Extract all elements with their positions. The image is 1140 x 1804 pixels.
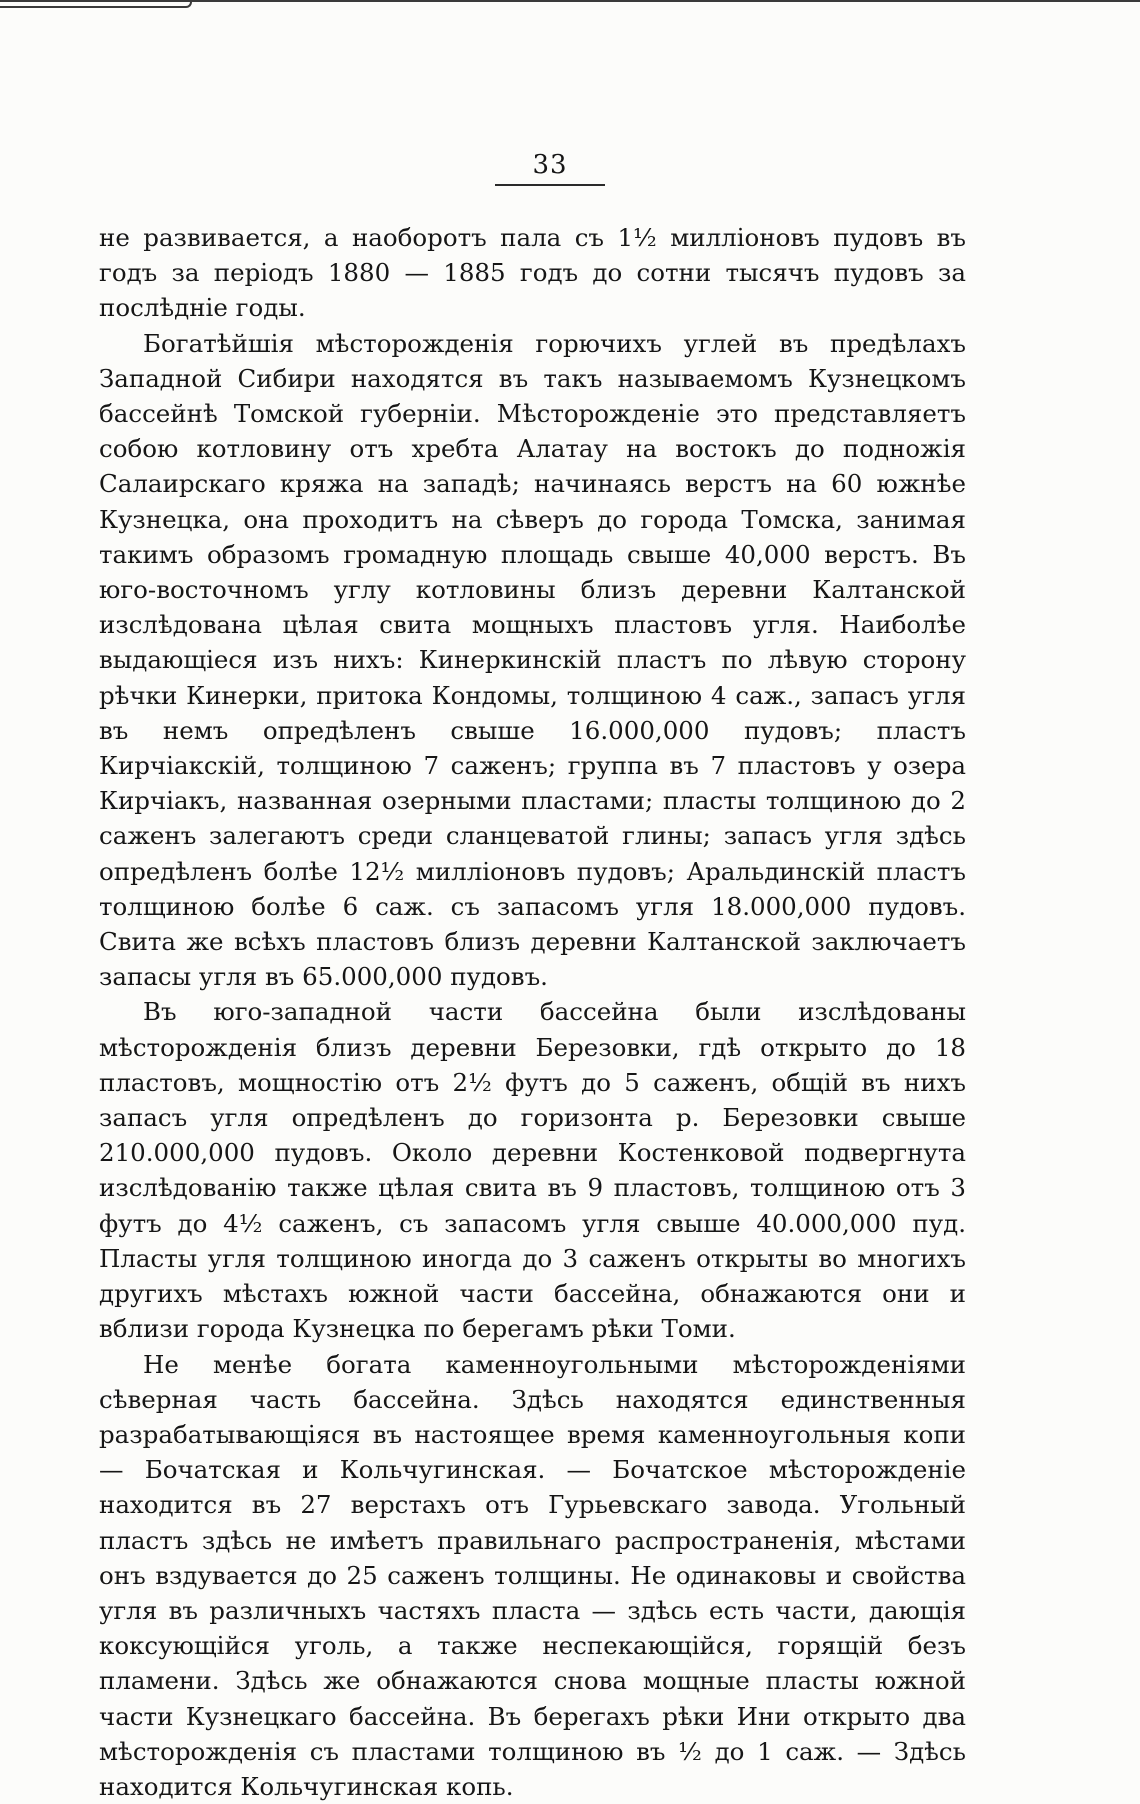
paragraph-northern-part: Не менѣе богата каменноугольными мѣсторожденіями сѣверная часть бассейна. Здѣсь находятся единственныя разрабатывающіяся въ настоящее время каменноугольныя копи — Бочатская и Кольчугинская. — Бочатское мѣсторожденіе находится въ 27 верстахъ отъ Гурьевскаго завода. Угольный пластъ здѣсь не имѣетъ правильнаго распространенія, мѣстами онъ вздувается до 25 саженъ толщины. Не одинаковы и свойства угля въ различныхъ частяхъ пласта — здѣсь есть части, дающія коксующійся уголь, а также неспекающійся, горящій безъ пламени. Здѣсь же обнажаются снова мощные пласты южной части Кузнецкаго бассейна. Въ берегахъ рѣки Ини открыто два мѣсторожденія съ пластами толщиною въ ½ до 1 саж. — Здѣсь находится Кольчугинская копь. (99, 1347, 966, 1804)
top-edge-corner (0, 0, 192, 8)
body-text (99, 220, 966, 1804)
paragraph-kuznetsk-basin: Богатѣйшія мѣсторожденія горючихъ углей въ предѣлахъ Западной Сибири находятся въ такъ называемомъ Кузнецкомъ бассейнѣ Томской губерніи. Мѣсторожденіе это представляетъ собою котловину отъ хребта Алатау на востокъ до подножія Салаирскаго кряжа на западѣ; начинаясь верстъ на 60 южнѣе Кузнецка, она проходитъ на сѣверъ до города Томска, занимая такимъ образомъ громадную площадь свыше 40,000 верстъ. Въ юго-восточномъ углу котловины близъ деревни Калтанской изслѣдована цѣлая свита мощныхъ пластовъ угля. Наиболѣе выдающіеся изъ нихъ: Кинеркинскій пластъ по лѣвую сторону рѣчки Кинерки, притока Кондомы, толщиною 4 саж., запасъ угля въ немъ опредѣленъ свыше 16.000,000 пудовъ; пластъ Кирчіакскій, толщиною 7 саженъ; группа въ 7 пластовъ у озера Кирчіакъ, названная озерными пластами; пласты толщиною до 2 саженъ залегаютъ среди сланцеватой глины; запасъ угля здѣсь опредѣленъ болѣе 12½ милліоновъ пудовъ; Аральдинскій пластъ толщиною болѣе 6 саж. съ запасомъ угля 18.000,000 пудовъ. Свита же всѣхъ пластовъ близъ деревни Калтанской заключаетъ запасы угля въ 65.000,000 пудовъ. (99, 326, 966, 995)
page-number: 33 (495, 150, 605, 180)
paragraph-continuation: не развивается, а наоборотъ пала съ 1½ милліоновъ пудовъ въ годъ за періодъ 1880 — 1885 годъ до сотни тысячъ пудовъ за послѣдніе годы. (99, 220, 966, 326)
paragraph-southwest-part: Въ юго-западной части бассейна были изслѣдованы мѣсторожденія близъ деревни Березовки, гдѣ открыто до 18 пластовъ, мощностію отъ 2½ футъ до 5 саженъ, общій въ нихъ запасъ угля опредѣленъ до горизонта р. Березовки свыше 210.000,000 пудовъ. Около деревни Костенковой подвергнута изслѣдованію также цѣлая свита въ 9 пластовъ, толщиною отъ 3 футъ до 4½ саженъ, съ запасомъ угля свыше 40.000,000 пуд. Пласты угля толщиною иногда до 3 саженъ открыты во многихъ другихъ мѣстахъ южной части бассейна, обнажаются они и вблизи города Кузнецка по берегамъ рѣки Томи. (99, 994, 966, 1346)
page-number-rule (495, 184, 605, 186)
